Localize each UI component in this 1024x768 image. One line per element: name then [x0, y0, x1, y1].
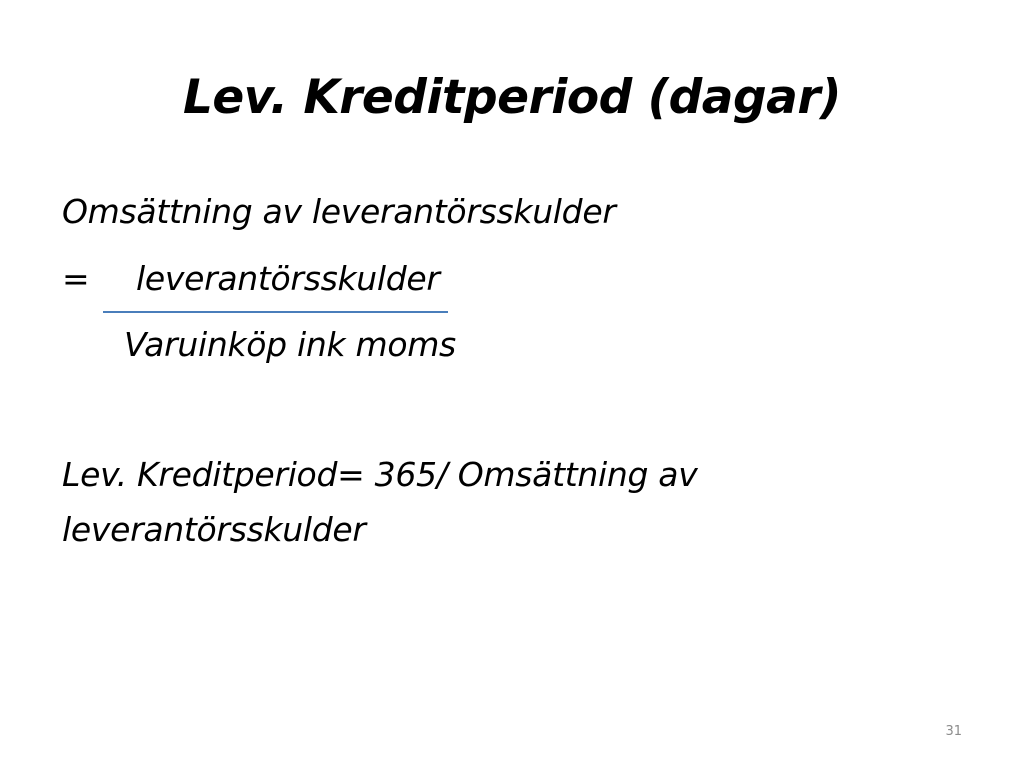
fraction-denominator: Varuinköp ink moms [124, 325, 456, 364]
definition-label: Omsättning av leverantörsskulder [62, 192, 616, 231]
fraction-rule [103, 311, 448, 313]
fraction-numerator: leverantörsskulder [136, 259, 440, 298]
slide-title: Lev. Kreditperiod (dagar) [182, 70, 841, 125]
credit-period-formula-line-1: Lev. Kreditperiod= 365/ Omsättning av [62, 455, 698, 494]
equals-sign: = [62, 259, 90, 298]
page-number: 31 [945, 724, 962, 739]
credit-period-formula-line-2: leverantörsskulder [62, 510, 366, 549]
